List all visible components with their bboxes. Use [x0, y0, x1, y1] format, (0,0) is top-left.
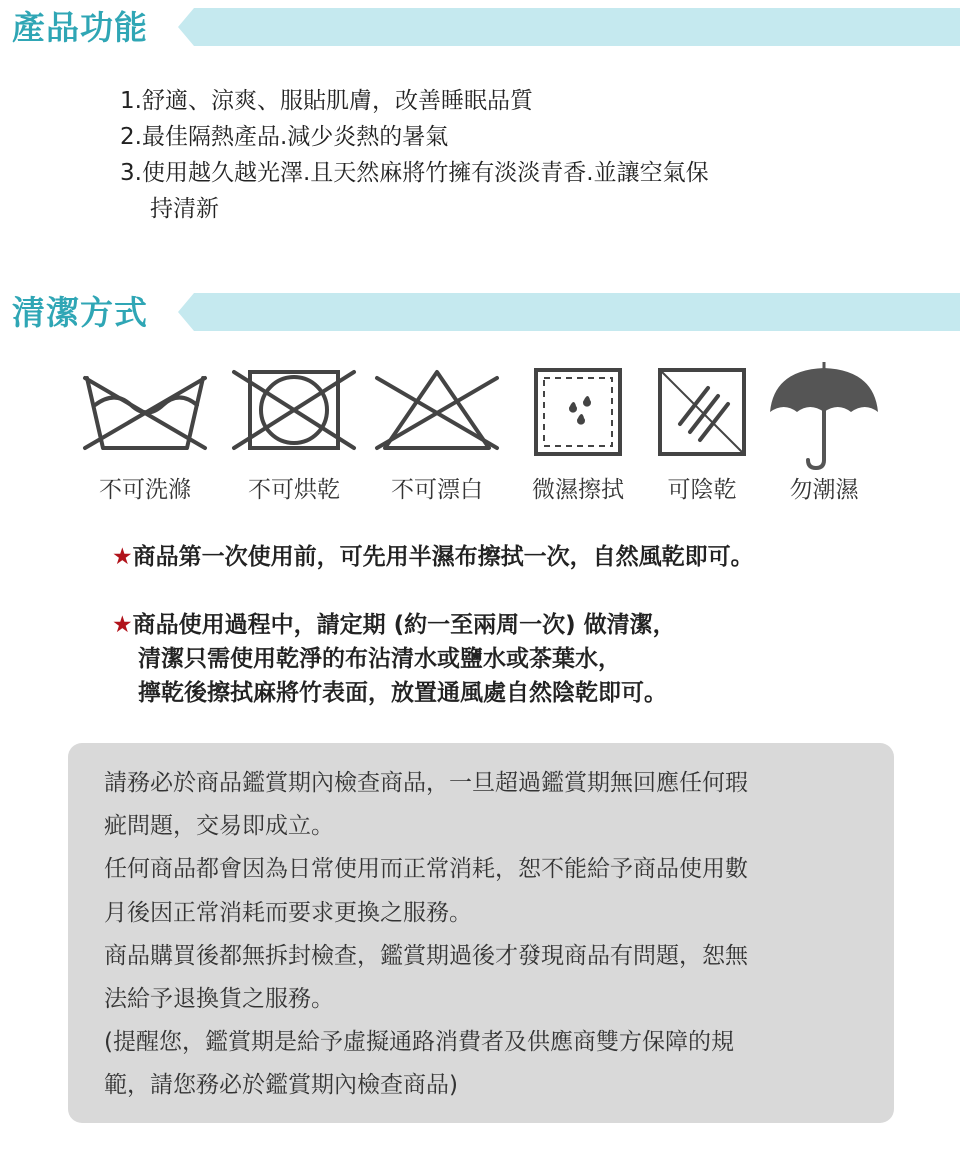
no-tumble-dry-icon	[224, 360, 364, 470]
star-icon: ★	[112, 612, 133, 638]
header-band	[178, 293, 960, 331]
note-text: 清潔只需使用乾淨的布沾清水或鹽水或茶葉水，	[138, 646, 621, 672]
care-icon-no-tumble-dry	[224, 360, 364, 510]
feature-item: 持清新	[150, 196, 219, 222]
policy-line: 月後因正常消耗而要求更換之服務。	[104, 899, 472, 926]
note-text: 商品使用過程中，請定期 (約一至兩周一次) 做清潔，	[132, 612, 676, 638]
care-label: 不可烘乾	[248, 477, 340, 503]
policy-line: 任何商品都會因為日常使用而正常消耗，恕不能給予商品使用數	[104, 856, 748, 883]
care-icon-umbrella	[754, 360, 894, 510]
cleaning-header	[0, 289, 960, 335]
care-note-1	[112, 540, 754, 574]
no-bleach-icon	[367, 360, 507, 470]
features-title: 產品功能	[12, 8, 148, 47]
return-policy-box	[68, 743, 894, 1123]
umbrella-icon	[754, 360, 894, 470]
feature-item: 2.最佳隔熱產品.減少炎熱的暑氣	[120, 124, 449, 150]
header-band	[178, 8, 960, 46]
care-icon-shade-dry	[632, 360, 772, 510]
star-icon: ★	[112, 544, 133, 570]
policy-line: (提醒您，鑑賞期是給予虛擬通路消費者及供應商雙方保障的規	[104, 1029, 734, 1056]
feature-item: 1.舒適、涼爽、服貼肌膚，改善睡眠品質	[120, 88, 533, 114]
care-label: 不可洗滌	[99, 477, 191, 503]
policy-line: 疵問題，交易即成立。	[104, 813, 334, 840]
care-label: 可陰乾	[667, 477, 737, 503]
shade-dry-icon	[632, 360, 772, 470]
care-label: 勿潮濕	[789, 477, 859, 503]
features-header	[0, 4, 960, 50]
care-icon-damp-wipe	[508, 360, 648, 510]
policy-line: 範，請您務必於鑑賞期內檢查商品)	[104, 1072, 458, 1099]
policy-line: 法給予退換貨之服務。	[104, 986, 334, 1013]
no-wash-icon	[75, 360, 215, 470]
care-label: 不可漂白	[391, 477, 483, 503]
care-icons	[0, 360, 960, 510]
damp-wipe-icon	[508, 360, 648, 470]
feature-item: 3.使用越久越光澤.且天然麻將竹擁有淡淡青香.並讓空氣保	[120, 160, 709, 186]
features-list	[120, 83, 709, 227]
note-text: 擰乾後擦拭麻將竹表面，放置通風處自然陰乾即可。	[138, 680, 667, 706]
policy-line: 商品購買後都無拆封檢查，鑑賞期過後才發現商品有問題，恕無	[104, 942, 748, 969]
policy-line: 請務必於商品鑑賞期內檢查商品，一旦超過鑑賞期無回應任何瑕	[104, 770, 748, 796]
cleaning-title: 清潔方式	[12, 293, 148, 332]
note-text: 商品第一次使用前，可先用半濕布擦拭一次，自然風乾即可。	[132, 544, 754, 570]
care-icon-no-bleach	[367, 360, 507, 510]
care-icon-no-wash	[75, 360, 215, 510]
care-label: 微濕擦拭	[532, 477, 624, 503]
care-note-2	[112, 608, 676, 710]
